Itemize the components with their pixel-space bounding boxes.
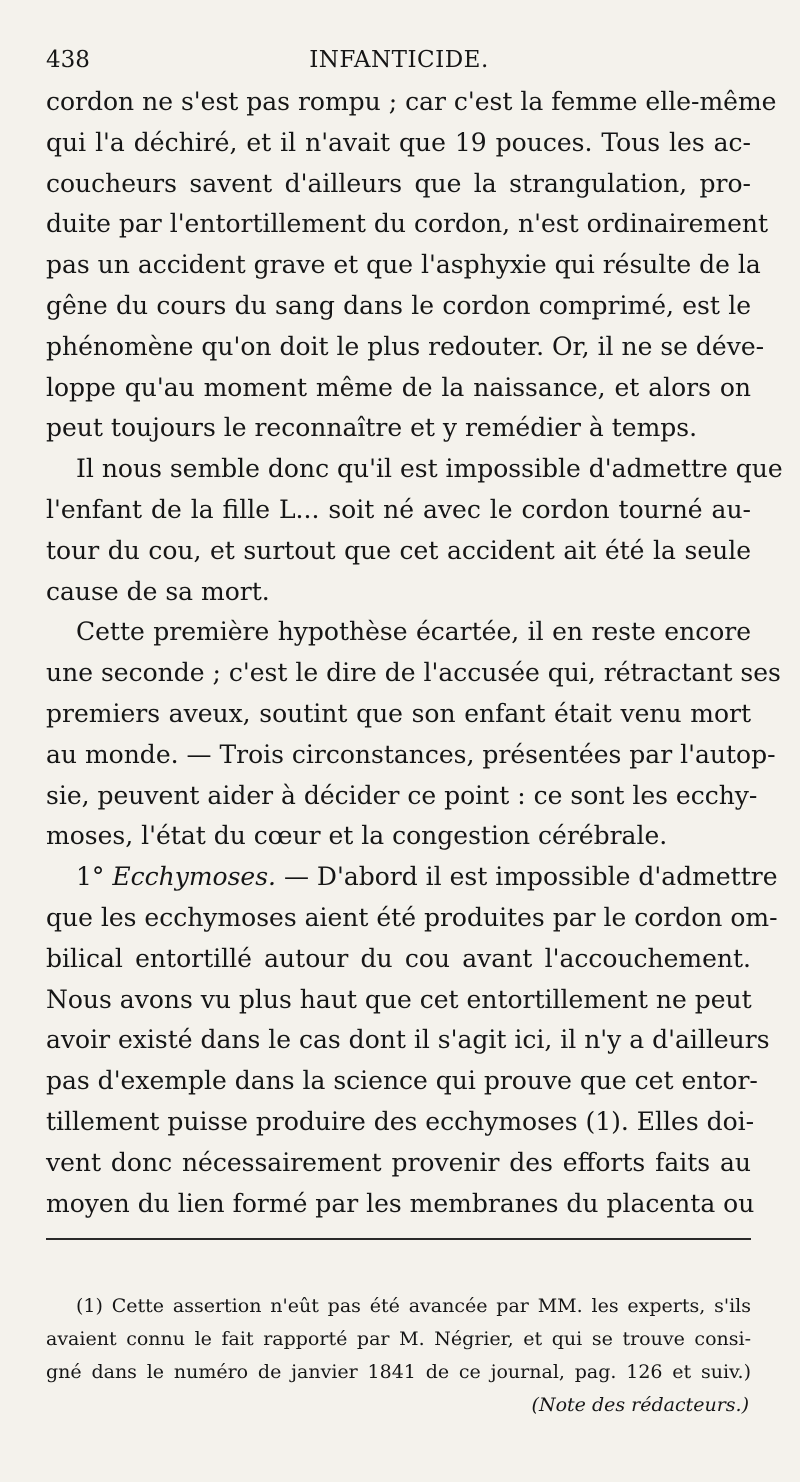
text-line: vent donc nécessairement provenir des efforts faits au [46,1147,751,1177]
section-title: Ecchymoses. [112,862,276,892]
footnote-line: gné dans le numéro de janvier 1841 de ce journal, pag. 126 et suiv.) [46,1361,751,1383]
text-line: bilical entortillé autour du cou avant l'accouchement. [46,943,751,973]
text-line: loppe qu'au moment même de la naissance, et alors on [46,372,751,402]
text-line: pas d'exemple dans la science qui prouve que cet entor- [46,1066,758,1096]
running-head: INFANTICIDE. [309,47,489,73]
text-line: moyen du lien formé par les membranes du placenta ou [46,1188,755,1218]
text-line: qui l'a déchiré, et il n'avait que 19 pouces. Tous les ac- [46,127,751,157]
text-line: Il nous semble donc qu'il est impossible d'admettre que [76,454,783,484]
text-line: Cette première hypothèse écartée, il en reste encore [76,617,751,647]
footnote-attribution: (Note des rédacteurs.) [531,1394,749,1416]
text-line: une seconde ; c'est le dire de l'accusée qui, rétractant ses [46,658,781,688]
footnote-divider [46,1238,751,1240]
text-line: peut toujours le reconnaître et y remédier à temps. [46,413,698,443]
page-number: 438 [46,47,90,73]
section-number: 1° [76,862,105,892]
text-line: coucheurs savent d'ailleurs que la strangulation, pro- [46,168,751,198]
text-line: cause de sa mort. [46,576,270,606]
text-line: pas un accident grave et que l'asphyxie qui résulte de la [46,250,761,280]
text-line: moses, l'état du cœur et la congestion cérébrale. [46,821,668,851]
text-line: phénomène qu'on doit le plus redouter. Or, il ne se déve- [46,331,765,361]
text-line: premiers aveux, soutint que son enfant était venu mort [46,698,751,728]
footnote-line: avaient connu le fait rapporté par M. Négrier, et qui se trouve consi- [46,1328,751,1350]
text-line: gêne du cours du sang dans le cordon comprimé, est le [46,290,751,320]
footnote [46,1290,751,1422]
text-line: duite par l'entortillement du cordon, n'est ordinairement [46,209,769,239]
text-line: avoir existé dans le cas dont il s'agit ici, il n'y a d'ailleurs [46,1025,770,1055]
section-text: — D'abord il est impossible d'admettre [283,862,778,892]
text-line: que les ecchymoses aient été produites par le cordon om- [46,902,778,932]
text-line: l'enfant de la fille L... soit né avec le cordon tourné au- [46,494,751,524]
footnote-line: (1) Cette assertion n'eût pas été avancée par MM. les experts, s'ils [76,1295,751,1317]
page-header [46,40,752,80]
body-text [46,82,783,1224]
text-line: tillement puisse produire des ecchymoses (1). Elles doi- [46,1106,755,1136]
section-heading-line [46,857,778,898]
text-line: au monde. — Trois circonstances, présentées par l'autop- [46,739,776,769]
text-line: Nous avons vu plus haut que cet entortillement ne peut [46,984,752,1014]
text-line: tour du cou, et surtout que cet accident ait été la seule [46,535,751,565]
text-line: cordon ne s'est pas rompu ; car c'est la femme elle-même [46,87,777,116]
text-line: sie, peuvent aider à décider ce point : ce sont les ecchy- [46,780,758,810]
